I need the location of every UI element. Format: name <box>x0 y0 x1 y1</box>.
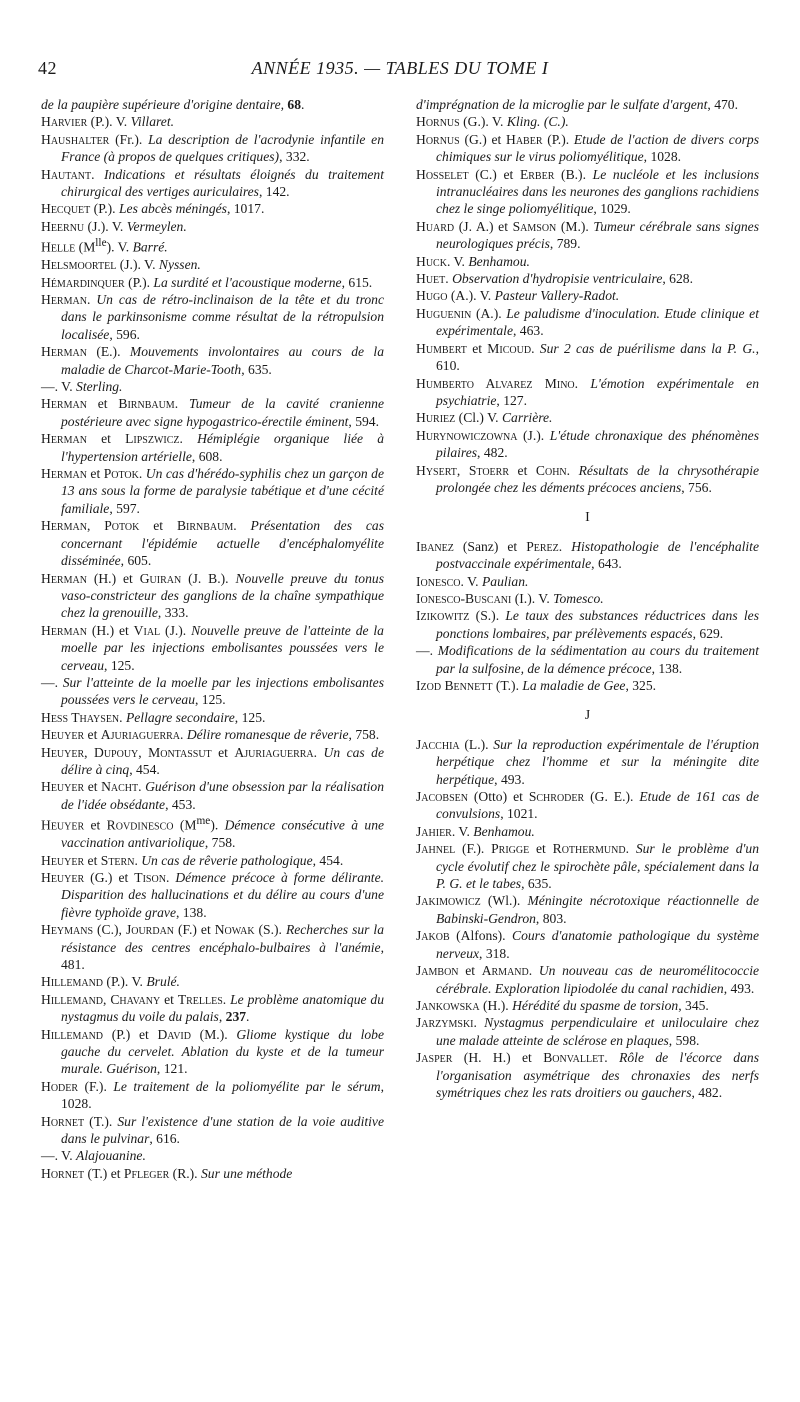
entry-list-j <box>416 736 759 1102</box>
index-entry: Heymans (C.), Jourdan (F.) et Nowak (S.). Recherches sur la résistance des centres encéphalo-bulbaires à l'anémie, 481. <box>41 922 385 972</box>
index-entry: Herman (H.) et Guiran (J. B.). Nouvelle preuve du tonus vaso-constricteur des ganglions de la chaîne sympathique chez la grenouille, 333. <box>41 570 384 621</box>
index-entry: Heuyer et Stern. Un cas de rêverie pathologique, 454. <box>41 852 344 868</box>
index-entry: Hillemand, Chavany et Trelles. Le problème anatomique du nystagmus du voile du palais, 237. <box>41 991 385 1025</box>
index-entry: Heernu (J.). V. Vermeylen. <box>41 218 187 234</box>
page-header <box>34 58 766 82</box>
index-entry: Ibanez (Sanz) et Perez. Histopathologie de l'encéphalite postvaccinale expérimentale, 643. <box>416 538 759 572</box>
index-entry: Izod Bennett (T.). La maladie de Gee, 325. <box>416 678 657 693</box>
index-entry: de la paupière supérieure d'origine dentaire, 68. <box>41 97 305 112</box>
index-entry: Hillemand (P.) et David (M.). Gliome kystique du lobe gauche du cervelet. Ablation du kyste et de la tumeur murale. Guérison, 121. <box>41 1026 384 1077</box>
index-entry: Humberto Alvarez Mino. L'émotion expérimentale en psychiatrie, 127. <box>416 375 759 408</box>
index-entry: Jasper (H. H.) et Bonvallet. Rôle de l'écorce dans l'organisation asymétrique des chronaxies des nerfs symétriques chez les rats droitiers ou gauchers, 482. <box>416 1050 759 1100</box>
index-entry: Huard (J. A.) et Samson (M.). Tumeur cérébrale sans signes neurologiques précis, 789. <box>416 218 759 252</box>
index-entry: Hugo (A.). V. Pasteur Vallery-Radot. <box>416 288 620 304</box>
index-entry: Jakob (Alfons). Cours d'anatomie pathologique du système nerveux, 318. <box>416 928 759 961</box>
entry-list-h-left <box>41 96 384 1182</box>
index-entry: Hémardinquer (P.). La surdité et l'acoustique moderne, 615. <box>41 274 373 290</box>
entry-list-i <box>416 538 759 695</box>
index-entry: —. Sur l'atteinte de la moelle par les injections embolisantes poussées vers le cerveau, 125. <box>41 674 385 708</box>
index-entry: Heuyer (G.) et Tison. Démence précoce à forme délirante. Disparition des hallucinations et du délire au cours d'une fièvre typhoïde grave, 138. <box>41 869 385 920</box>
index-entry: Herman, Potok et Birnbaum. Présentation des cas concernant l'épidémie actuelle d'encéphalomyélite disséminée, 605. <box>41 518 385 569</box>
index-entry: Jakimowicz (Wl.). Méningite nécrotoxique réactionnelle de Babinski-Gendron, 803. <box>416 893 759 926</box>
index-entry: Jacchia (L.). Sur la reproduction expérimentale de l'éruption herpétique chez l'homme et sur la méningite dite herpétique, 493. <box>416 736 759 787</box>
index-entry: Heuyer et Ajuriaguerra. Délire romanesque de rêverie, 758. <box>41 727 380 743</box>
index-entry: Herman. Un cas de rétro-inclinaison de la tête et du tronc dans le parkinsonisme comme résultat de la rétropulsion localisée, 596. <box>41 292 384 342</box>
index-entry: Hosselet (C.) et Erber (B.). Le nucléole et les inclusions intranucléaires dans les neurones des ganglions rachidiens chez le singe poliomyélitique, 1029. <box>416 166 759 217</box>
index-entry: Huck. V. Benhamou. <box>416 253 530 269</box>
index-entry: Herman (H.) et Vial (J.). Nouvelle preuve de l'atteinte de la moelle par les injections embolisantes poussées vers le cerveau, 125. <box>41 622 384 673</box>
index-entry: Harvier (P.). V. Villaret. <box>41 114 174 130</box>
section-heading-i: I <box>585 510 590 526</box>
index-entry: Jahnel (F.). Prigge et Rothermund. Sur le problème d'un cycle évolutif chez le spirochète pâle, spécialement dans la P. G. et le tabes, 635. <box>416 841 760 892</box>
index-entry: —. V. Sterling. <box>41 379 123 395</box>
index-entry: Herman et Birnbaum. Tumeur de la cavité cranienne postérieure avec signe hypogastrico-érectile éminent, 594. <box>41 396 385 429</box>
entry-list-h-right <box>416 96 759 496</box>
index-entry: Jankowska (H.). Hérédité du spasme de torsion, 345. <box>416 997 709 1013</box>
index-entry: Heuyer et Nacht. Guérison d'une obsession par la réalisation de l'idée obsédante, 453. <box>41 779 385 812</box>
index-entry: Huriez (Cl.) V. Carrière. <box>416 410 553 426</box>
index-entry: Helle $(M^{lle})$. V. Barré. <box>41 237 168 255</box>
index-entry: Jambon et Armand. Un nouveau cas de neuromélitococcie cérébrale. Exploration lipiodolée du canal rachidien, 493. <box>416 963 760 996</box>
left-column <box>41 96 384 1182</box>
index-entry: Hautant. Indications et résultats éloignés du traitement chirurgical des vertiges auriculaires, 142. <box>41 166 384 200</box>
index-entry: Herman (E.). Mouvements involontaires au cours de la maladie de Charcot-Marie-Tooth, 635. <box>41 344 384 377</box>
index-entry: Heuyer, Dupouy, Montassut et Ajuriaguerra. Un cas de délire à cinq, 454. <box>41 744 384 777</box>
index-entry: Huet. Observation d'hydropisie ventriculaire, 628. <box>416 271 693 287</box>
index-entry: Hecquet (P.). Les abcès méningés, 1017. <box>41 201 265 217</box>
index-entry: Jarzymski. Nystagmus perpendiculaire et uniloculaire chez une malade atteinte de sclérose en plaques, 598. <box>416 1015 759 1048</box>
index-entry: Heuyer et Rovdinesco $(M^{me})$. Démence consécutive à une vaccination antivariolique, 758. <box>41 815 385 851</box>
index-entry: Hillemand (P.). V. Brulé. <box>41 974 180 990</box>
index-entry: Hess Thaysen. Pellagre secondaire, 125. <box>41 709 266 725</box>
index-entry: —. Modifications de la sédimentation au cours du traitement par la sulfosine, de la démence précoce, 138. <box>416 643 759 676</box>
index-entry: Haushalter (Fr.). La description de l'acrodynie infantile en France (à propos de quelques critiques), 332. <box>41 131 384 165</box>
index-entry: Ionesco-Buscani (I.). V. Tomesco. <box>416 590 604 606</box>
index-entry: Huguenin (A.). Le paludisme d'inoculation. Etude clinique et expérimentale, 463. <box>416 305 759 339</box>
index-entry: Hurynowiczowna (J.). L'étude chronaxique des phénomènes pilaires, 482. <box>416 427 759 461</box>
right-column <box>416 96 759 1101</box>
index-entry: Jacobsen (Otto) et Schroder (G. E.). Etude de 161 cas de convulsions, 1021. <box>416 789 759 822</box>
index-entry: Ionesco. V. Paulian. <box>416 573 529 589</box>
section-heading-j: J <box>584 708 591 724</box>
index-entry: Hornus (G.) et Haber (P.). Etude de l'action de divers corps chimiques sur le virus poliomyélitique, 1028. <box>416 131 759 165</box>
index-entry: Izikowitz (S.). Le taux des substances réductrices dans les ponctions lombaires, par prélèvements espacés, 629. <box>416 608 759 641</box>
index-entry: Herman et Potok. Un cas d'hérédo-syphilis chez un garçon de 13 ans sous la forme de paralysie tabétique et d'une cécité familiale, 597. <box>41 466 385 516</box>
index-entry: Herman et Lipszwicz. Hémiplégie organique liée à l'hypertension artérielle, 608. <box>41 431 385 464</box>
index-entry: Helsmoortel (J.). V. Nyssen. <box>41 257 201 273</box>
index-entry: Hornet (T.). Sur l'existence d'une station de la voie auditive dans le pulvinar, 616. <box>41 1113 384 1147</box>
index-entry: —. V. Alajouanine. <box>41 1148 146 1164</box>
index-entry: d'imprégnation de la microglie par le sulfate d'argent, 470. <box>416 97 738 112</box>
page-number: 42 <box>38 58 57 78</box>
index-entry: Hornet (T.) et Pfleger (R.). Sur une méthode <box>41 1165 293 1181</box>
index-entry: Humbert et Micoud. Sur 2 cas de puérilisme dans la P. G., 610. <box>416 340 759 374</box>
index-entry: Hornus (G.). V. Kling. (C.). <box>416 114 569 130</box>
index-entry: Hoder (F.). Le traitement de la poliomyélite par le sérum, 1028. <box>41 1078 384 1112</box>
index-entry: Jahier. V. Benhamou. <box>416 823 535 839</box>
index-entry: Hysert, Stoerr et Cohn. Résultats de la chrysothérapie prolongée chez les déments précoces anciens, 756. <box>416 462 760 495</box>
running-title: ANNÉE 1935. — TABLES DU TOME I <box>251 58 549 78</box>
